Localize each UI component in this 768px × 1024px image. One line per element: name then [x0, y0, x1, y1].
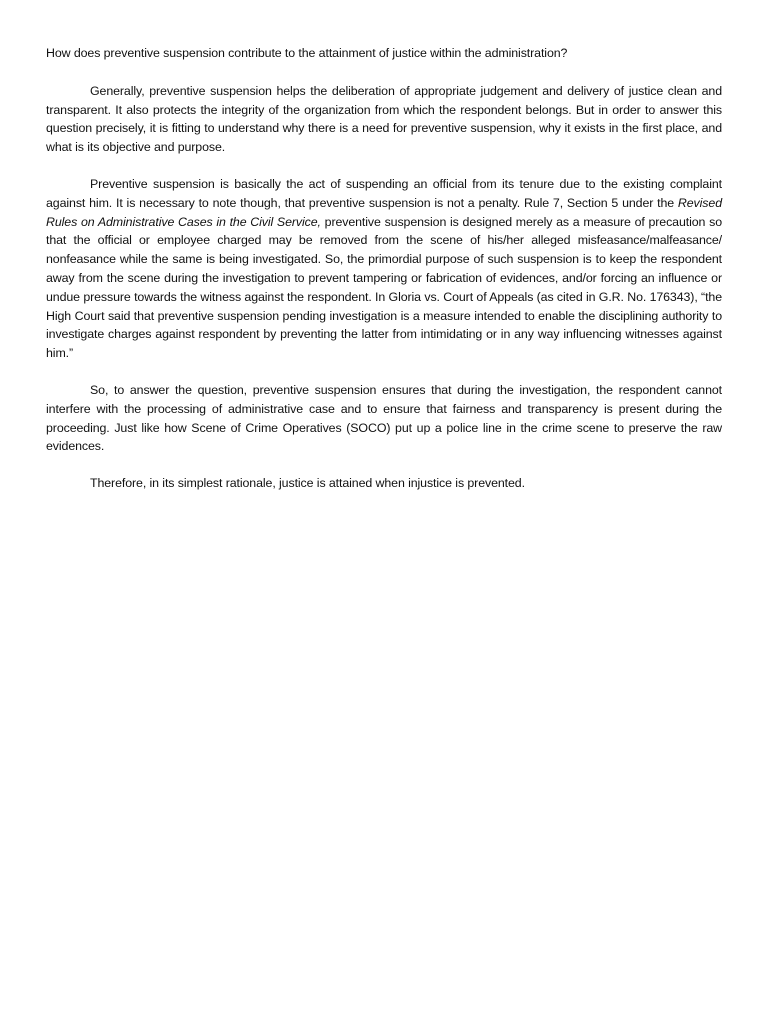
paragraph-4: Therefore, in its simplest rationale, justice is attained when injustice is prevented. [90, 476, 525, 491]
paragraph-2-citation: Revised Rules on Administrative Cases in the Civil Service, [46, 195, 722, 229]
paragraph-2 [46, 175, 722, 363]
paragraph-2-text-b: preventive suspension is designed merely as a measure of precaution so that the official or employee charged may be removed from the scene of his/her alleged misfeasance/malfeasance/ nonfeasance while the same is being investigated. So, the primordial purpose of such suspension is to keep the respondent away from the scene during the investigation to prevent tampering or fabrication of evidences, and/or forcing an influence or undue pressure towards the witness against the respondent. In Gloria vs. Court of Appeals (as cited in G.R. No. 176343), “the High Court said that preventive suspension pending investigation is a measure intended to enable the disciplining authority to investigate charges against respondent by preventing the latter from intimidating or in any way influencing witnesses against him.” [46, 214, 722, 361]
question-heading: How does preventive suspension contribute to the attainment of justice within the administration? [46, 46, 568, 60]
paragraph-1: Generally, preventive suspension helps the deliberation of appropriate judgement and delivery of justice clean and transparent. It also protects the integrity of the organization from which the respondent belongs. But in order to answer this question precisely, it is fitting to understand why there is a need for preventive suspension, why it exists in the first place, and what is its objective and purpose. [46, 83, 722, 155]
paragraph-2-text-a: Preventive suspension is basically the act of suspending an official from its tenure due to the existing complaint against him. It is necessary to note though, that preventive suspension is not a penalty. Rule 7, Section 5 under the [46, 176, 722, 210]
paragraph-3: So, to answer the question, preventive suspension ensures that during the investigation, the respondent cannot interfere with the processing of administrative case and to ensure that fairness and transparency is present during the proceeding. Just like how Scene of Crime Operatives (SOCO) put up a police line in the crime scene to preserve the raw evidences. [46, 382, 722, 454]
